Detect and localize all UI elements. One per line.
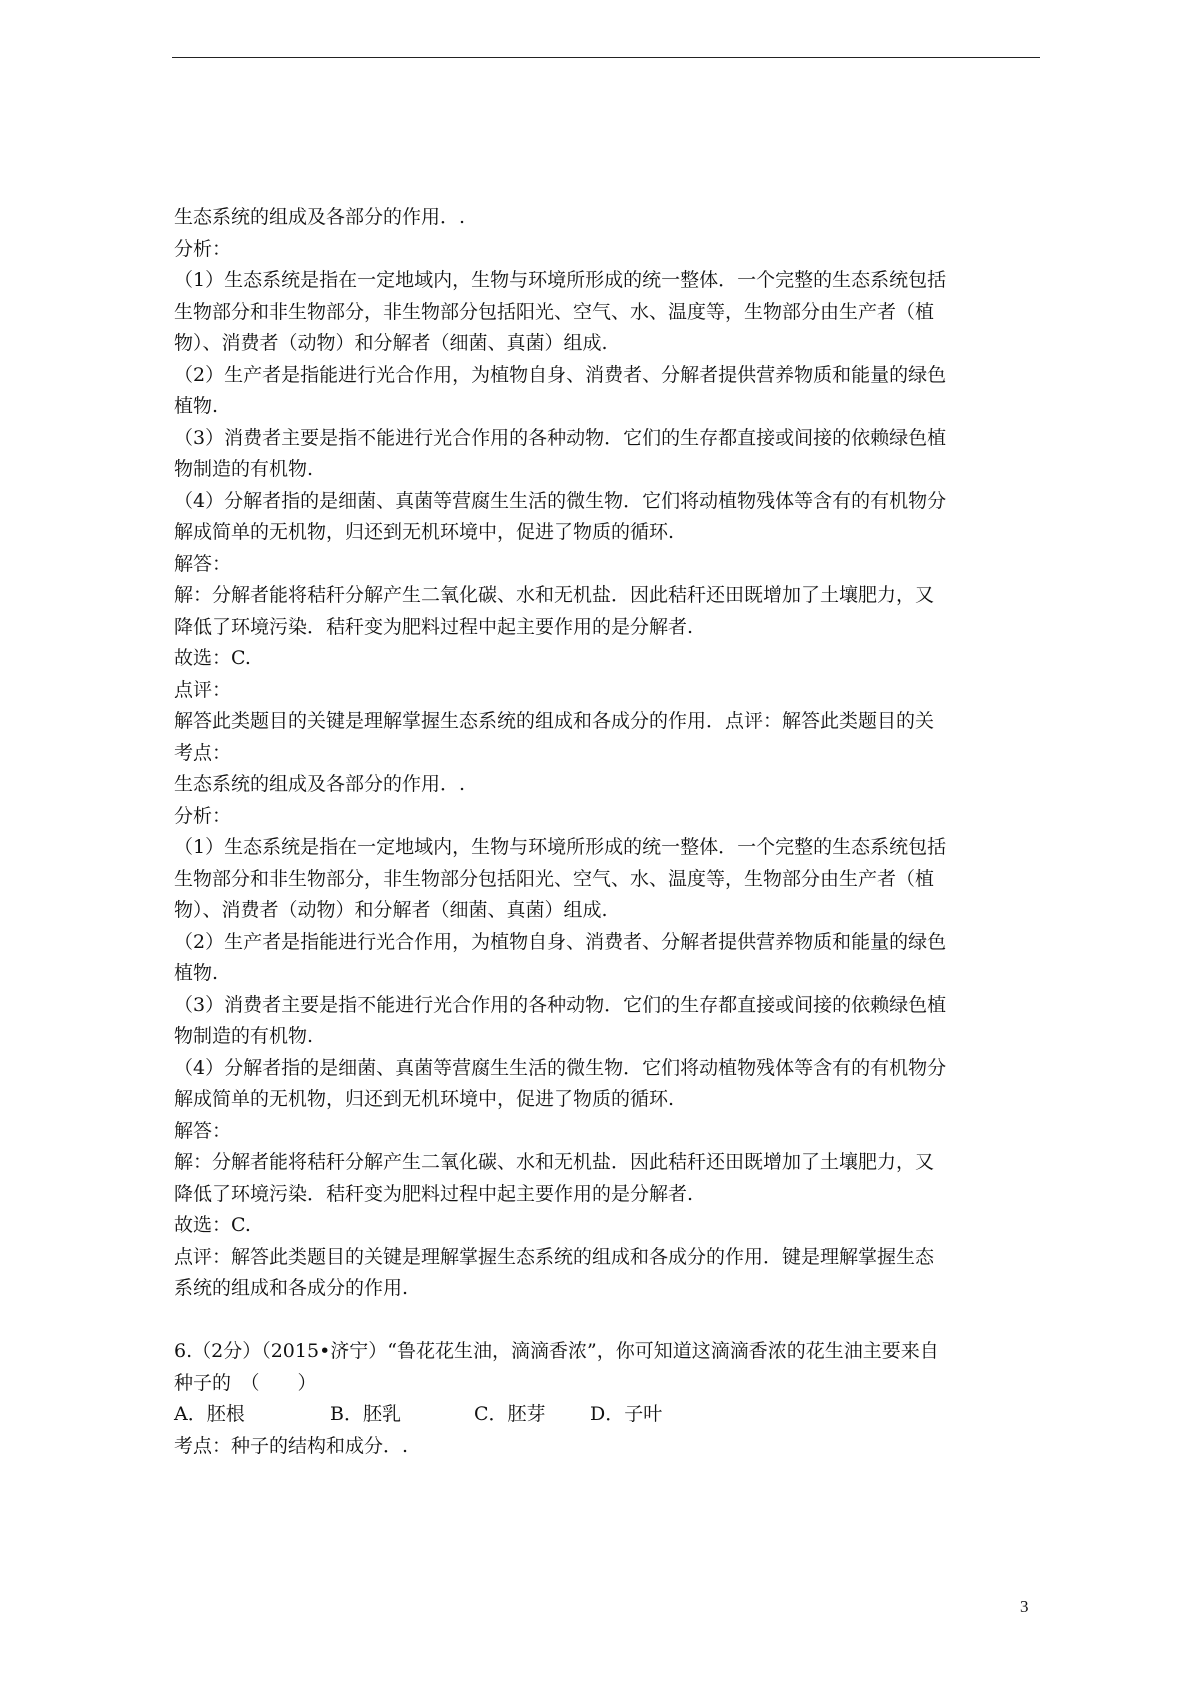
- text-line: 物）、消费者（动物）和分解者（细菌、真菌）组成.: [174, 332, 608, 354]
- text-line: 解成简单的无机物，归还到无机环境中，促进了物质的循环.: [174, 521, 675, 543]
- section-label-kaodian: 考点：: [174, 741, 232, 764]
- section-label-analysis: 分析：: [174, 804, 232, 827]
- section-label-analysis: 分析：: [174, 237, 232, 260]
- text-line: （1）生态系统是指在一定地域内，生物与环境所形成的统一整体．一个完整的生态系统包括: [174, 836, 947, 858]
- text-line: （4）分解者指的是细菌、真菌等营腐生生活的微生物．它们将动植物残体等含有的有机物分: [174, 489, 947, 512]
- question-options: [174, 1399, 1044, 1431]
- text-line: 生态系统的组成及各部分的作用．.: [174, 773, 466, 795]
- question-stem: 种子的 （ ）: [174, 1371, 317, 1394]
- answer-choice: 故选：C.: [174, 1214, 251, 1236]
- page-number: 3: [1020, 1597, 1029, 1616]
- question-stem: 6.（2分）（2015•济宁）“鲁花花生油，滴滴香浓”，你可知道这滴滴香浓的花生油主要来自: [174, 1340, 939, 1362]
- text-line: 植物.: [174, 395, 219, 417]
- text-line: 点评：解答此类题目的关键是理解掌握生态系统的组成和各成分的作用．键是理解掌握生态: [174, 1245, 935, 1268]
- text-line: 生物部分和非生物部分，非生物部分包括阳光、空气、水、温度等，生物部分由生产者（植: [174, 867, 935, 890]
- section-label-answer: 解答：: [174, 552, 232, 575]
- text-line: （1）生态系统是指在一定地域内，生物与环境所形成的统一整体．一个完整的生态系统包括: [174, 269, 947, 291]
- option-b: B．胚乳: [330, 1403, 401, 1425]
- text-line: 生态系统的组成及各部分的作用．.: [174, 206, 466, 228]
- kaodian-line: 考点：种子的结构和成分．.: [174, 1434, 409, 1457]
- text-line: 解答此类题目的关键是理解掌握生态系统的组成和各成分的作用．点评：解答此类题目的关: [174, 710, 935, 732]
- option-a: A．胚根: [174, 1403, 245, 1425]
- header-rule: [172, 57, 1040, 58]
- question-6: [174, 1336, 1044, 1462]
- option-d: D．子叶: [590, 1403, 663, 1425]
- text-line: 降低了环境污染．秸秆变为肥料过程中起主要作用的是分解者.: [174, 1182, 694, 1205]
- paragraph-gap: [174, 1305, 1044, 1337]
- answer-choice: 故选：C.: [174, 647, 251, 669]
- text-line: （3）消费者主要是指不能进行光合作用的各种动物．它们的生存都直接或间接的依赖绿色植: [174, 993, 947, 1016]
- text-line: 植物.: [174, 962, 219, 984]
- text-line: 降低了环境污染．秸秆变为肥料过程中起主要作用的是分解者.: [174, 615, 694, 638]
- section-label-comment: 点评：: [174, 678, 232, 701]
- option-c: C．胚芽: [474, 1403, 546, 1425]
- text-line: 系统的组成和各成分的作用.: [174, 1277, 409, 1299]
- text-line: （2）生产者是指能进行光合作用，为植物自身、消费者、分解者提供营养物质和能量的绿色: [174, 363, 947, 386]
- text-line: 解：分解者能将秸秆分解产生二氧化碳、水和无机盐．因此秸秆还田既增加了土壤肥力，又: [174, 1151, 935, 1173]
- answer-block: [174, 202, 1044, 1305]
- document-body: [174, 202, 1044, 1462]
- text-line: 物制造的有机物.: [174, 1025, 314, 1047]
- text-line: （2）生产者是指能进行光合作用，为植物自身、消费者、分解者提供营养物质和能量的绿色: [174, 930, 947, 953]
- section-label-answer: 解答：: [174, 1119, 232, 1142]
- text-line: （3）消费者主要是指不能进行光合作用的各种动物．它们的生存都直接或间接的依赖绿色植: [174, 426, 947, 449]
- text-line: （4）分解者指的是细菌、真菌等营腐生生活的微生物．它们将动植物残体等含有的有机物分: [174, 1056, 947, 1079]
- text-line: 解：分解者能将秸秆分解产生二氧化碳、水和无机盐．因此秸秆还田既增加了土壤肥力，又: [174, 584, 935, 606]
- text-line: 解成简单的无机物，归还到无机环境中，促进了物质的循环.: [174, 1088, 675, 1110]
- text-line: 物制造的有机物.: [174, 458, 314, 480]
- text-line: 物）、消费者（动物）和分解者（细菌、真菌）组成.: [174, 899, 608, 921]
- text-line: 生物部分和非生物部分，非生物部分包括阳光、空气、水、温度等，生物部分由生产者（植: [174, 300, 935, 323]
